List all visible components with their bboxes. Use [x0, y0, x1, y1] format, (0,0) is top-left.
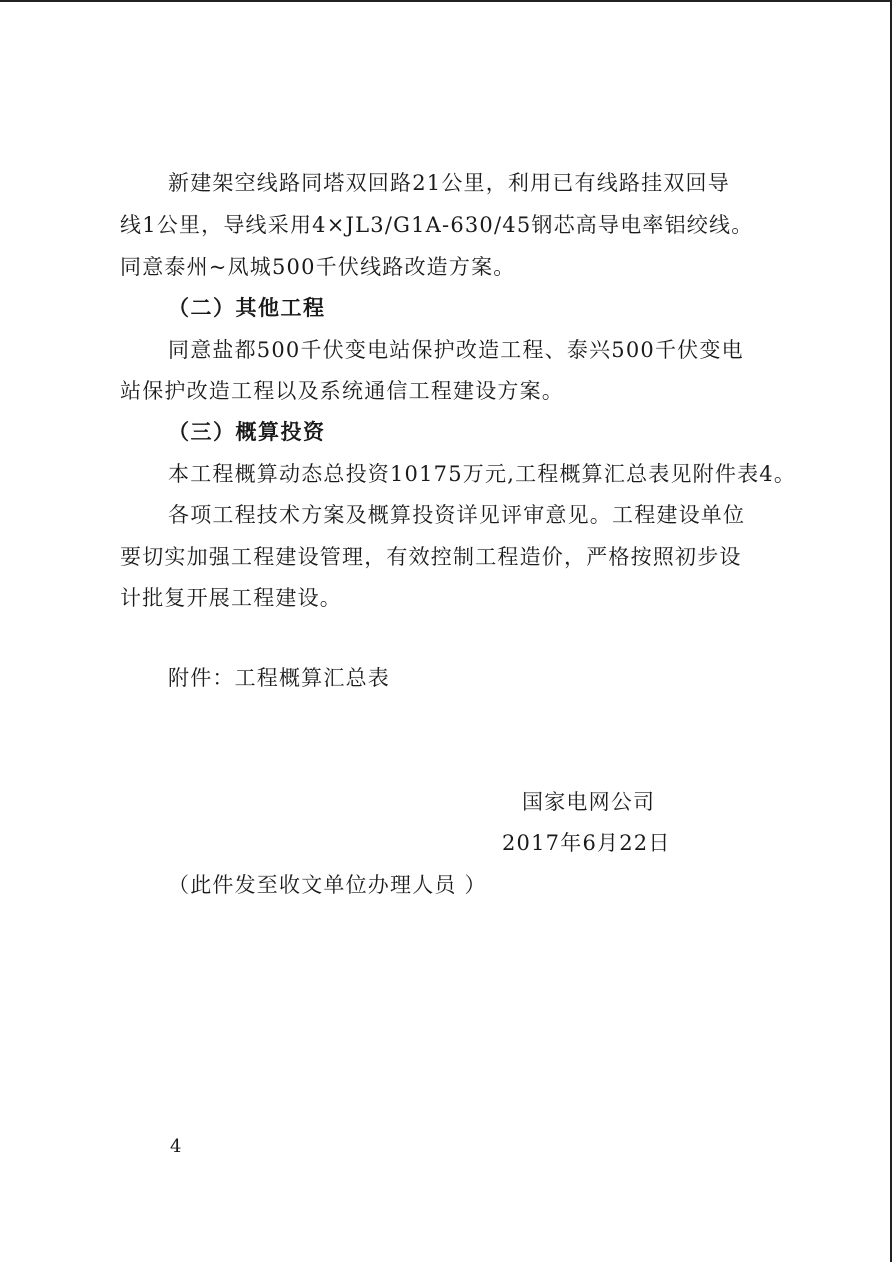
section-heading-other-projects: （二）其他工程	[168, 295, 326, 320]
page-number: 4	[170, 1136, 182, 1157]
body-line-4: 同意盐都500千伏变电站保护改造工程、泰兴500千伏变电	[168, 338, 744, 362]
body-line-1: 新建架空线路同塔双回路21公里，利用已有线路挂双回导	[168, 171, 730, 195]
signature-organization: 国家电网公司	[522, 790, 656, 814]
body-line-8: 要切实加强工程建设管理，有效控制工程造价，严格按照初步设	[120, 545, 742, 569]
body-line-6: 本工程概算动态总投资10175万元,工程概算汇总表见附件表4。	[168, 462, 797, 486]
signature-date: 2017年6月22日	[502, 831, 671, 855]
body-line-7: 各项工程技术方案及概算投资详见评审意见。工程建设单位	[168, 503, 746, 527]
body-line-9: 计批复开展工程建设。	[120, 586, 342, 610]
section-heading-budget: （三）概算投资	[168, 419, 326, 444]
body-line-2: 线1公里，导线采用4×JL3/G1A-630/45钢芯高导电率铝绞线。	[120, 213, 754, 237]
body-line-5: 站保护改造工程以及系统通信工程建设方案。	[120, 379, 564, 403]
attachment-line: 附件：工程概算汇总表	[168, 666, 390, 690]
body-line-3: 同意泰州~凤城500千伏线路改造方案。	[120, 255, 516, 279]
distribution-note: （此件发至收文单位办理人员 ）	[168, 873, 487, 897]
